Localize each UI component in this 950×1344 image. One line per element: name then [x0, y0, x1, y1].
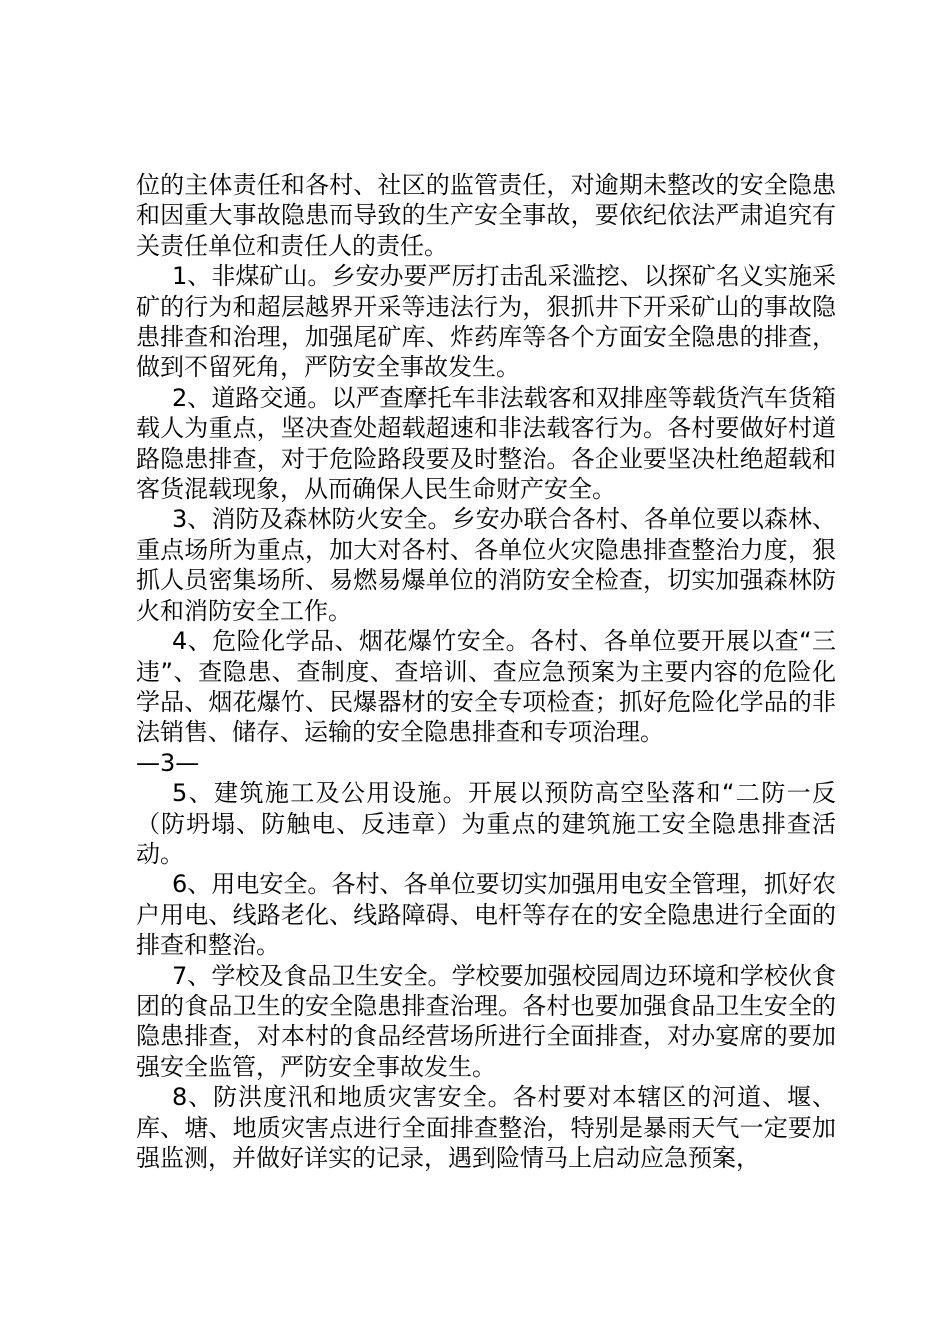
paragraph-school-food: 7、学校及食品卫生安全。学校要加强校园周边环境和学校伙食团的食品卫生的安全隐患排查治理。各村也要加强食品卫生安全的隐患排查，对本村的食品经营场所进行全面排查，对办宴席的要加强安全监管，严防安全事故发生。: [136, 961, 836, 1081]
paragraph-road-traffic: 2、道路交通。以严查摩托车非法载客和双排座等载货汽车货箱载人为重点，坚决查处超载超速和非法载客行为。各村要做好村道路隐患排查，对于危险路段要及时整治。各企业要坚决杜绝超载和客货混载现象，从而确保人民生命财产安全。: [136, 383, 836, 504]
document-page: [136, 170, 836, 1173]
paragraph-construction: 5、建筑施工及公用设施。开展以预防高空坠落和“二防一反（防坍塌、防触电、反违章）为重点的建筑施工安全隐患排查活动。: [136, 779, 836, 868]
paragraph-fire-safety: 3、消防及森林防火安全。乡安办联合各村、各单位要以森林、重点场所为重点，加大对各村、各单位火灾隐患排查整治力度，狠抓人员密集场所、易燃易爆单位的消防安全检查，切实加强森林防火和消防安全工作。: [136, 505, 836, 625]
paragraph-flood-geology: 8、防洪度汛和地质灾害安全。各村要对本辖区的河道、堰、库、塘、地质灾害点进行全面排查整治，特别是暴雨天气一定要加强监测，并做好详实的记录，遇到险情马上启动应急预案，: [136, 1083, 836, 1172]
paragraph-hazardous-chemicals: 4、危险化学品、烟花爆竹安全。各村、各单位要开展以查“三违”、查隐患、查制度、查培训、查应急预案为主要内容的危险化学品、烟花爆竹、民爆器材的安全专项检查；抓好危险化学品的非法销售、储存、运输的安全隐患排查和专项治理。: [136, 627, 836, 747]
paragraph-continuation: 位的主体责任和各村、社区的监管责任，对逾期未整改的安全隐患和因重大事故隐患而导致的生产安全事故，要依纪依法严肃追究有关责任单位和责任人的责任。: [136, 171, 836, 260]
page-number: —3—: [136, 748, 200, 777]
paragraph-electricity: 6、用电安全。各村、各单位要切实加强用电安全管理，抓好农户用电、线路老化、线路障碍、电杆等存在的安全隐患进行全面的排查和整治。: [136, 870, 836, 960]
paragraph-non-coal-mines: 1、非煤矿山。乡安办要严厉打击乱采滥挖、以探矿名义实施采矿的行为和超层越界开采等违法行为，狠抓井下开采矿山的事故隐患排查和治理，加强尾矿库、炸药库等各个方面安全隐患的排查，做到不留死角，严防安全事故发生。: [136, 262, 836, 382]
